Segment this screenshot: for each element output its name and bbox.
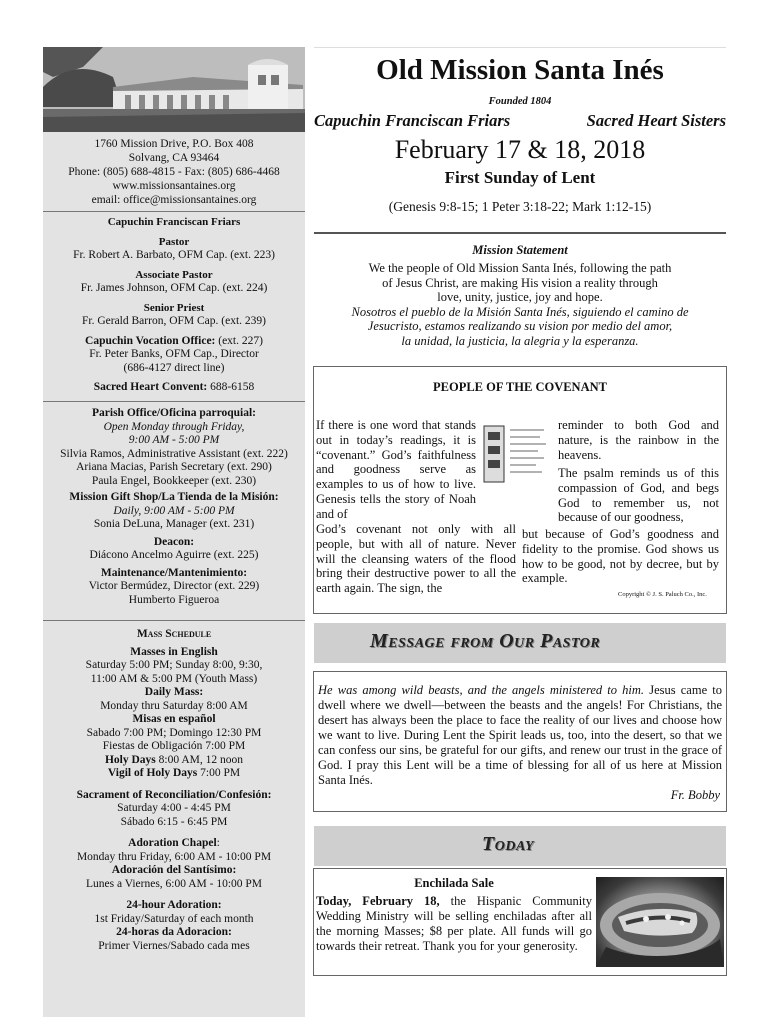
covenant-col2-top: reminder to both God and nature, is the rainbow in the heavens.	[558, 418, 719, 462]
mission-en-3: love, unity, justice, joy and hope.	[437, 290, 603, 304]
pastor-name: Fr. Robert A. Barbato, OFM Cap. (ext. 223)	[73, 249, 275, 261]
spanish-1: Sabado 7:00 PM; Domingo 12:30 PM	[86, 726, 262, 739]
top-rule	[314, 47, 726, 48]
maint-name-1: Victor Bermúdez, Director (ext. 229)	[88, 580, 260, 592]
sisters-label: Sacred Heart Sisters	[586, 111, 726, 130]
horas24-heading: 24-horas da Adoracion:	[116, 926, 232, 938]
mission-es-3: la unidad, la justicia, la alegria y la esperanza.	[401, 333, 639, 348]
pastor-body: Jesus came to dwell where we dwell—between the beasts and the angels! For Christians, the desert has always been the place to face the reality of our lives and choose how we want to live. During Lent the Spirit leads us, too, into the desert, so that we can confess our sins, be grateful for our gifts, and renew our trust in the grace of God. I pray this Lent will be a time of blessing for all of us here at Mission Santa Inés.	[318, 683, 723, 787]
pastor-role: Pastor	[158, 235, 190, 248]
mission-text	[314, 261, 726, 348]
reconciliation-1: Saturday 4:00 - 4:45 PM	[117, 802, 231, 814]
english-heading: Masses in English	[130, 645, 218, 658]
adoration-line	[43, 837, 305, 851]
senior-role: Senior Priest	[143, 301, 205, 314]
adoracion-heading: Adoración del Santísimo:	[111, 864, 237, 876]
pastor-banner-title: Message from Our Pastor	[370, 630, 601, 652]
adoration-1: Monday thru Friday, 6:00 AM - 10:00 PM	[76, 850, 272, 863]
today-text	[316, 894, 592, 954]
friars-label: Capuchin Franciscan Friars	[314, 111, 511, 130]
address: 1760 Mission Drive, P.O. Box 408	[94, 138, 254, 150]
convent-phone: 688-6158	[207, 381, 255, 393]
convent-line	[43, 381, 305, 395]
vocation-ext: (ext. 227)	[215, 334, 263, 347]
shop-hours: Daily, 9:00 AM - 5:00 PM	[113, 504, 235, 517]
daily: Monday thru Saturday 8:00 AM	[100, 699, 248, 712]
mission-es-1: Nosotros el pueblo de la Misión Santa Inés, siguiendo el camino de	[351, 304, 689, 319]
clergy-heading: Capuchin Franciscan Friars	[107, 216, 241, 228]
today-heading: Enchilada Sale	[414, 876, 494, 890]
assoc-name: Fr. James Johnson, OFM Cap. (ext. 224)	[80, 282, 268, 294]
mission-es-2: Jesucristo, estamos realizando su vision por medio del amor,	[367, 319, 673, 333]
english-2: 11:00 AM & 5:00 PM (Youth Mass)	[90, 672, 258, 685]
adoracion-1: Lunes a Viernes, 6:00 AM - 10:00 PM	[85, 877, 263, 890]
maint-heading: Maintenance/Mantenimiento:	[100, 566, 248, 579]
office-days: Open Monday through Friday,	[103, 420, 245, 433]
daily-heading: Daily Mass:	[144, 686, 204, 698]
vocation-name: Fr. Peter Banks, OFM Cap., Director	[89, 348, 259, 360]
office-staff-3: Paula Engel, Bookkeeper (ext. 230)	[91, 474, 257, 487]
english-1: Saturday 5:00 PM; Sunday 8:00, 9:30,	[85, 659, 263, 671]
vocation-role: Capuchin Vocation Office:	[85, 334, 216, 347]
today-lead: Today, February 18,	[316, 894, 440, 908]
adoration-heading: Adoration Chapel	[128, 837, 217, 849]
website-link[interactable]: www.missionsantaines.org	[112, 180, 236, 192]
today-body: the Hispanic Community Wedding Ministry will be selling enchiladas after all the morning Masses; $8 per plate. All funds will go towards their retreat. Thank you for your generosity.	[316, 894, 592, 953]
today-banner-title: Today	[482, 833, 535, 855]
phone: Phone: (805) 688-4815 - Fax: (805) 686-4468	[68, 166, 280, 178]
reconciliation-heading: Sacrament of Reconciliation/Confesión:	[76, 788, 272, 801]
vigil-line	[43, 767, 305, 781]
office-staff-1: Silvia Ramos, Administrative Assistant (ext. 222)	[60, 447, 288, 460]
covenant-illustration	[478, 420, 552, 488]
covenant-col2-bottom: but because of God’s goodness and fidelity to the promise. God shows us how to be good, not by decree, but by example.	[522, 527, 719, 586]
deacon-heading: Deacon:	[153, 535, 195, 548]
left-sidebar	[43, 47, 305, 1017]
divider	[43, 620, 305, 621]
holy-days: 8:00 AM, 12 noon	[155, 753, 243, 766]
reconciliation-2: Sábado 6:15 - 6:45 PM	[120, 815, 228, 828]
horas24: Primer Viernes/Sabado cada mes	[98, 939, 250, 952]
convent-label: Sacred Heart Convent:	[93, 381, 208, 393]
vigil-label: Vigil of Holy Days	[107, 767, 198, 779]
divider	[314, 232, 726, 234]
hour24-heading: 24-hour Adoration:	[126, 899, 222, 911]
office-hours: 9:00 AM - 5:00 PM	[128, 434, 220, 446]
office-staff-2: Ariana Macias, Parish Secretary (ext. 290)	[76, 461, 272, 473]
copyright: Copyright © J. S. Paluch Co., Inc.	[618, 591, 707, 598]
vocation-line	[43, 335, 305, 349]
covenant-heading: PEOPLE OF THE COVENANT	[433, 380, 607, 394]
office-block	[43, 407, 305, 607]
covenant-col1-bottom: God’s covenant not only with all people, but with all of nature. Never will the cleansing waters of the flood bring their destructive power to all the earth again. The sign, the	[316, 522, 516, 596]
vigil: 7:00 PM	[197, 767, 241, 779]
enchilada-photo	[596, 877, 724, 967]
city: Solvang, CA 93464	[128, 152, 220, 164]
mission-photo	[43, 47, 305, 132]
divider	[43, 211, 305, 212]
office-heading: Parish Office/Oficina parroquial:	[92, 407, 256, 419]
bulletin-date: February 17 & 18, 2018	[394, 135, 646, 164]
divider	[43, 401, 305, 402]
mass-schedule	[43, 628, 305, 953]
senior-name: Fr. Gerald Barron, OFM Cap. (ext. 239)	[82, 315, 266, 327]
deacon-name: Diácono Ancelmo Aguirre (ext. 225)	[89, 549, 259, 561]
spanish-2: Fiestas de Obligación 7:00 PM	[102, 740, 246, 752]
pastor-signature: Fr. Bobby	[670, 788, 720, 802]
vocation-phone: (686-4127 direct line)	[123, 361, 225, 374]
mass-title: Mass Schedule	[136, 628, 212, 640]
clergy-block	[43, 216, 305, 395]
adoration-colon: :	[216, 837, 220, 849]
page-title: Old Mission Santa Inés	[376, 54, 664, 86]
assoc-role: Associate Pastor	[135, 268, 213, 281]
shop-manager: Sonia DeLuna, Manager (ext. 231)	[93, 518, 255, 530]
mission-heading: Mission Statement	[472, 243, 568, 257]
holy-days-label: Holy Days	[104, 753, 156, 766]
email-link[interactable]: email: office@missionsantaines.org	[91, 194, 257, 206]
mission-en-1: We the people of Old Mission Santa Inés, following the path	[368, 261, 672, 275]
contact-block	[43, 137, 305, 207]
pastor-quote: He was among wild beasts, and the angels ministered to him.	[318, 683, 645, 697]
covenant-col2-mid: The psalm reminds us of this compassion of God, and begs God to remember us, not because of our goodness,	[558, 466, 719, 525]
pastor-message	[318, 683, 722, 788]
founded-line: Founded 1804	[488, 96, 552, 107]
covenant-col1-top: If there is one word that stands out in today’s readings, it is “covenant.” God’s faithfulness and goodness serve as examples to us of how to live. Genesis tells the story of Noah and of	[316, 418, 476, 521]
spanish-heading: Misas en español	[132, 713, 216, 725]
liturgical-day: First Sunday of Lent	[444, 168, 596, 187]
mission-en-2: of Jesus Christ, are making His vision a reality through	[382, 275, 658, 290]
readings: (Genesis 9:8-15; 1 Peter 3:18-22; Mark 1:12-15)	[388, 199, 652, 214]
shop-heading: Mission Gift Shop/La Tienda de la Misión:	[69, 491, 279, 503]
maint-name-2: Humberto Figueroa	[128, 593, 220, 606]
hour24: 1st Friday/Saturday of each month	[94, 912, 254, 925]
holy-days-line	[43, 754, 305, 768]
